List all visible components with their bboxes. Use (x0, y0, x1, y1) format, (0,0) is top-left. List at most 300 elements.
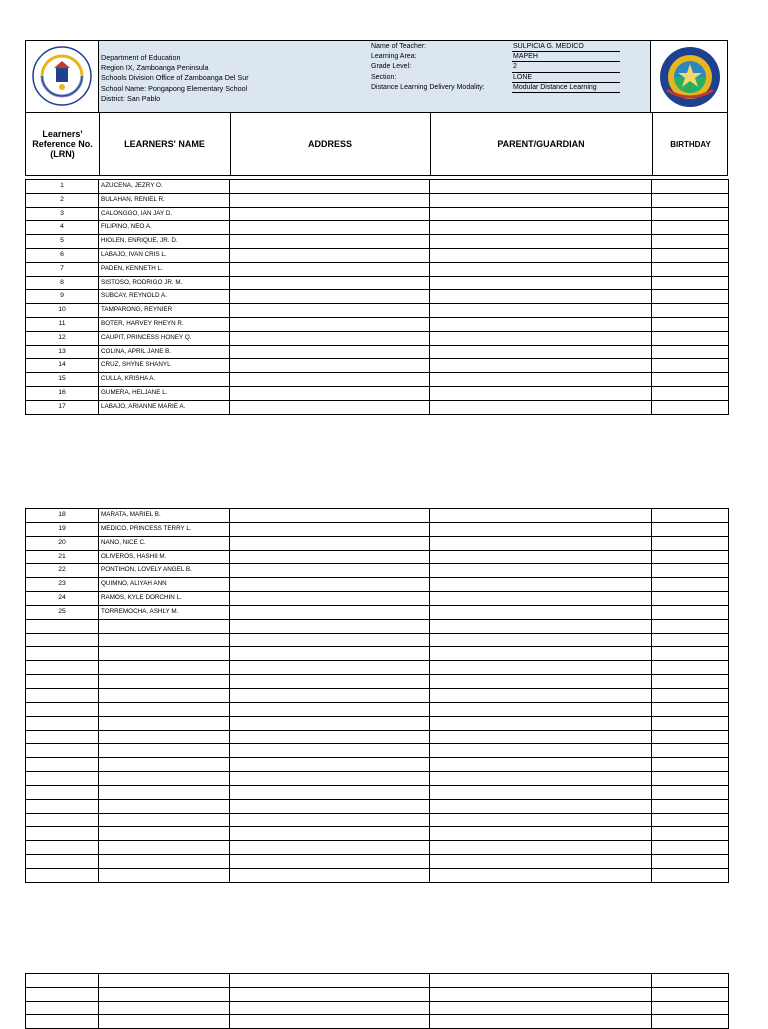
address-cell (230, 827, 430, 841)
birthday-cell (652, 799, 729, 813)
birthday-cell (652, 633, 729, 647)
learner-name-cell (99, 702, 230, 716)
birthday-cell (652, 373, 729, 387)
info-label: Grade Level: (371, 63, 412, 71)
table-row (26, 827, 729, 841)
address-cell (230, 813, 430, 827)
parent-guardian-cell (430, 730, 652, 744)
birthday-cell (652, 304, 729, 318)
address-cell (230, 675, 430, 689)
parent-guardian-cell (430, 373, 652, 387)
address-cell (230, 207, 430, 221)
birthday-cell (652, 522, 729, 536)
table-row (26, 207, 729, 221)
learner-name-cell: CRUZ, SHYNE SHANYL (99, 359, 230, 373)
address-cell (230, 987, 430, 1001)
table-row (26, 974, 729, 988)
learner-name-cell: MARATA, MARIEL B. (99, 509, 230, 523)
parent-guardian-cell (430, 400, 652, 414)
learner-name-cell: CAUPIT, PRINCESS HONEY Q. (99, 331, 230, 345)
learner-name-cell (99, 813, 230, 827)
address-cell (230, 509, 430, 523)
table-row (26, 578, 729, 592)
column-header-parent: PARENT/GUARDIAN (430, 113, 653, 175)
birthday-cell (652, 331, 729, 345)
table-row (26, 180, 729, 194)
table-row (26, 522, 729, 536)
lrn-cell (26, 758, 99, 772)
learner-name-cell: SISTOSO, RODRIGO JR. M. (99, 276, 230, 290)
lrn-cell (26, 868, 99, 882)
learner-name-cell (99, 855, 230, 869)
table-row (26, 248, 729, 262)
learner-name-cell: BULAHAN, RENIEL R. (99, 193, 230, 207)
birthday-cell (652, 661, 729, 675)
learning-area-value: MAPEH (512, 52, 620, 62)
birthday-cell (652, 207, 729, 221)
birthday-cell (652, 400, 729, 414)
birthday-cell (652, 359, 729, 373)
parent-guardian-cell (430, 744, 652, 758)
table-row (26, 744, 729, 758)
birthday-cell (652, 841, 729, 855)
birthday-cell (652, 855, 729, 869)
birthday-cell (652, 592, 729, 606)
birthday-cell (652, 605, 729, 619)
learners-table-page3 (25, 973, 729, 1029)
address-cell (230, 386, 430, 400)
lrn-cell: 4 (26, 221, 99, 235)
table-row (26, 785, 729, 799)
learner-name-cell: HIOLEN, ENRIQUE, JR. D. (99, 235, 230, 249)
deped-seal-logo (32, 46, 92, 106)
parent-guardian-cell (430, 987, 652, 1001)
school-line: District: San Pablo (101, 93, 161, 103)
parent-guardian-cell (430, 564, 652, 578)
parent-guardian-cell (430, 813, 652, 827)
learner-name-cell (99, 730, 230, 744)
table-row (26, 1001, 729, 1015)
learner-name-cell (99, 1015, 230, 1029)
birthday-cell (652, 262, 729, 276)
learners-table-body (26, 180, 729, 415)
learner-name-cell: PADEN, KENNETH L. (99, 262, 230, 276)
table-row (26, 509, 729, 523)
table-row (26, 799, 729, 813)
school-line: Schools Division Office of Zamboanga Del Sur (101, 73, 249, 83)
address-cell (230, 688, 430, 702)
school-line: School Name: Pongapong Elementary School (101, 83, 248, 93)
table-row (26, 633, 729, 647)
address-cell (230, 193, 430, 207)
learners-table-page1 (25, 179, 729, 415)
birthday-cell (652, 675, 729, 689)
lrn-cell (26, 841, 99, 855)
table-row (26, 688, 729, 702)
deped-division-logo (659, 46, 721, 108)
birthday-cell (652, 974, 729, 988)
parent-guardian-cell (430, 276, 652, 290)
lrn-cell (26, 730, 99, 744)
birthday-cell (652, 688, 729, 702)
lrn-cell: 1 (26, 180, 99, 194)
table-row (26, 373, 729, 387)
lrn-cell: 14 (26, 359, 99, 373)
learner-name-cell (99, 987, 230, 1001)
birthday-cell (652, 744, 729, 758)
teacher-info-values (512, 42, 620, 93)
parent-guardian-cell (430, 974, 652, 988)
lrn-cell (26, 1001, 99, 1015)
table-row (26, 276, 729, 290)
lrn-cell (26, 716, 99, 730)
section-value: LONE (512, 73, 620, 83)
column-header-row (25, 113, 728, 176)
parent-guardian-cell (430, 359, 652, 373)
table-row (26, 193, 729, 207)
address-cell (230, 221, 430, 235)
parent-guardian-cell (430, 785, 652, 799)
parent-guardian-cell (430, 855, 652, 869)
parent-guardian-cell (430, 386, 652, 400)
table-row (26, 536, 729, 550)
birthday-cell (652, 1015, 729, 1029)
parent-guardian-cell (430, 536, 652, 550)
birthday-cell (652, 235, 729, 249)
lrn-cell (26, 647, 99, 661)
address-cell (230, 974, 430, 988)
learner-name-cell (99, 675, 230, 689)
table-row (26, 304, 729, 318)
learner-name-cell (99, 661, 230, 675)
birthday-cell (652, 647, 729, 661)
lrn-cell (26, 675, 99, 689)
learner-name-cell (99, 772, 230, 786)
learner-name-cell (99, 744, 230, 758)
birthday-cell (652, 716, 729, 730)
lrn-cell: 25 (26, 605, 99, 619)
birthday-cell (652, 248, 729, 262)
learners-table-page2 (25, 508, 729, 883)
learner-name-cell: GUMERA, HELJANE L. (99, 386, 230, 400)
address-cell (230, 276, 430, 290)
table-row (26, 592, 729, 606)
lrn-cell (26, 987, 99, 1001)
learner-name-cell (99, 799, 230, 813)
address-cell (230, 290, 430, 304)
lrn-cell (26, 744, 99, 758)
table-row (26, 400, 729, 414)
learner-name-cell: TORREMOCHA, ASHLY M. (99, 605, 230, 619)
birthday-cell (652, 702, 729, 716)
address-cell (230, 841, 430, 855)
address-cell (230, 619, 430, 633)
table-row (26, 868, 729, 882)
birthday-cell (652, 868, 729, 882)
table-row (26, 550, 729, 564)
birthday-cell (652, 509, 729, 523)
address-cell (230, 317, 430, 331)
birthday-cell (652, 578, 729, 592)
lrn-cell (26, 855, 99, 869)
teacher-name-value: SULPICIA G. MEDICO (512, 42, 620, 52)
address-cell (230, 772, 430, 786)
birthday-cell (652, 550, 729, 564)
learner-name-cell (99, 868, 230, 882)
birthday-cell (652, 536, 729, 550)
table-row (26, 730, 729, 744)
learner-name-cell: QUIMNO, ALIYAH ANN (99, 578, 230, 592)
learner-name-cell (99, 688, 230, 702)
table-row (26, 619, 729, 633)
column-header-lrn: Learners' Reference No. (LRN) (26, 113, 100, 175)
address-cell (230, 855, 430, 869)
parent-guardian-cell (430, 550, 652, 564)
learner-name-cell: SUBCAY, REYNOLD A. (99, 290, 230, 304)
table-row (26, 813, 729, 827)
lrn-cell: 24 (26, 592, 99, 606)
table-row (26, 386, 729, 400)
lrn-cell: 16 (26, 386, 99, 400)
address-cell (230, 345, 430, 359)
learner-name-cell: OLIVEROS, HASHII M. (99, 550, 230, 564)
parent-guardian-cell (430, 647, 652, 661)
table-row (26, 987, 729, 1001)
parent-guardian-cell (430, 827, 652, 841)
table-row (26, 317, 729, 331)
address-cell (230, 248, 430, 262)
birthday-cell (652, 276, 729, 290)
address-cell (230, 564, 430, 578)
birthday-cell (652, 827, 729, 841)
learner-name-cell: FILIPINO, NEO A. (99, 221, 230, 235)
table-row (26, 605, 729, 619)
lrn-cell (26, 688, 99, 702)
lrn-cell: 10 (26, 304, 99, 318)
lrn-cell: 12 (26, 331, 99, 345)
lrn-cell: 22 (26, 564, 99, 578)
birthday-cell (652, 758, 729, 772)
lrn-cell (26, 772, 99, 786)
learner-name-cell (99, 619, 230, 633)
parent-guardian-cell (430, 317, 652, 331)
birthday-cell (652, 221, 729, 235)
column-header-address: ADDRESS (230, 113, 431, 175)
birthday-cell (652, 1001, 729, 1015)
address-cell (230, 180, 430, 194)
lrn-cell: 9 (26, 290, 99, 304)
info-label: Distance Learning Delivery Modality: (371, 83, 485, 91)
address-cell (230, 1015, 430, 1029)
lrn-cell (26, 799, 99, 813)
parent-guardian-cell (430, 290, 652, 304)
address-cell (230, 536, 430, 550)
birthday-cell (652, 987, 729, 1001)
birthday-cell (652, 730, 729, 744)
address-cell (230, 633, 430, 647)
learner-name-cell (99, 974, 230, 988)
table-row (26, 1015, 729, 1029)
parent-guardian-cell (430, 661, 652, 675)
address-cell (230, 331, 430, 345)
address-cell (230, 730, 430, 744)
address-cell (230, 785, 430, 799)
learner-name-cell: CALONGGO, IAN JAY D. (99, 207, 230, 221)
learner-name-cell (99, 647, 230, 661)
parent-guardian-cell (430, 221, 652, 235)
address-cell (230, 647, 430, 661)
birthday-cell (652, 290, 729, 304)
address-cell (230, 1001, 430, 1015)
learners-table-body (26, 509, 729, 883)
lrn-cell: 23 (26, 578, 99, 592)
parent-guardian-cell (430, 758, 652, 772)
birthday-cell (652, 317, 729, 331)
parent-guardian-cell (430, 841, 652, 855)
info-label: Name of Teacher: (371, 43, 427, 50)
parent-guardian-cell (430, 799, 652, 813)
parent-guardian-cell (430, 262, 652, 276)
parent-guardian-cell (430, 331, 652, 345)
parent-guardian-cell (430, 716, 652, 730)
lrn-cell: 13 (26, 345, 99, 359)
school-line: Department of Education (101, 53, 181, 62)
learner-name-cell: RAMOS, KYLE DORCHIN L. (99, 592, 230, 606)
lrn-cell (26, 813, 99, 827)
address-cell (230, 304, 430, 318)
table-row (26, 564, 729, 578)
column-header-name: LEARNERS' NAME (99, 113, 231, 175)
info-label: Section: (371, 73, 397, 81)
address-cell (230, 359, 430, 373)
lrn-cell: 20 (26, 536, 99, 550)
parent-guardian-cell (430, 522, 652, 536)
parent-guardian-cell (430, 633, 652, 647)
lrn-cell: 6 (26, 248, 99, 262)
table-row (26, 661, 729, 675)
learner-name-cell: AZUCENA, JEZRY O. (99, 180, 230, 194)
lrn-cell (26, 619, 99, 633)
address-cell (230, 702, 430, 716)
learner-name-cell: CULLA, KRISHA A. (99, 373, 230, 387)
lrn-cell: 11 (26, 317, 99, 331)
table-row (26, 647, 729, 661)
birthday-cell (652, 813, 729, 827)
lrn-cell: 15 (26, 373, 99, 387)
parent-guardian-cell (430, 509, 652, 523)
parent-guardian-cell (430, 592, 652, 606)
table-row (26, 290, 729, 304)
parent-guardian-cell (430, 619, 652, 633)
lrn-cell: 7 (26, 262, 99, 276)
learner-name-cell: PONTIHON, LOVELY ANGEL B. (99, 564, 230, 578)
address-cell (230, 578, 430, 592)
learner-name-cell (99, 758, 230, 772)
table-row (26, 345, 729, 359)
address-cell (230, 744, 430, 758)
info-label: Learning Area: (371, 53, 417, 61)
parent-guardian-cell (430, 688, 652, 702)
birthday-cell (652, 180, 729, 194)
parent-guardian-cell (430, 248, 652, 262)
address-cell (230, 799, 430, 813)
learner-name-cell (99, 716, 230, 730)
address-cell (230, 605, 430, 619)
grade-level-value: 2 (512, 62, 620, 72)
lrn-cell (26, 974, 99, 988)
address-cell (230, 235, 430, 249)
parent-guardian-cell (430, 345, 652, 359)
learner-name-cell (99, 785, 230, 799)
learner-name-cell: BOTER, HARVEY RHEYN R. (99, 317, 230, 331)
birthday-cell (652, 785, 729, 799)
lrn-cell: 2 (26, 193, 99, 207)
lrn-cell (26, 827, 99, 841)
parent-guardian-cell (430, 605, 652, 619)
learner-name-cell: NANO, NICE C. (99, 536, 230, 550)
birthday-cell (652, 564, 729, 578)
lrn-cell (26, 702, 99, 716)
learner-name-cell: LABAJO, ARIANNE MARIE A. (99, 400, 230, 414)
learner-name-cell (99, 1001, 230, 1015)
address-cell (230, 262, 430, 276)
teacher-info-labels (371, 42, 511, 93)
learner-name-cell (99, 827, 230, 841)
address-cell (230, 592, 430, 606)
parent-guardian-cell (430, 1001, 652, 1015)
address-cell (230, 868, 430, 882)
birthday-cell (652, 193, 729, 207)
birthday-cell (652, 386, 729, 400)
birthday-cell (652, 345, 729, 359)
table-row (26, 716, 729, 730)
lrn-cell: 17 (26, 400, 99, 414)
lrn-cell: 18 (26, 509, 99, 523)
lrn-cell (26, 633, 99, 647)
lrn-cell: 8 (26, 276, 99, 290)
learner-name-cell: COLINA, APRIL JANE B. (99, 345, 230, 359)
address-cell (230, 550, 430, 564)
table-row (26, 702, 729, 716)
table-row (26, 841, 729, 855)
parent-guardian-cell (430, 675, 652, 689)
table-row (26, 331, 729, 345)
address-cell (230, 758, 430, 772)
table-row (26, 855, 729, 869)
lrn-cell: 19 (26, 522, 99, 536)
table-row (26, 772, 729, 786)
parent-guardian-cell (430, 868, 652, 882)
parent-guardian-cell (430, 180, 652, 194)
parent-guardian-cell (430, 304, 652, 318)
table-row (26, 675, 729, 689)
parent-guardian-cell (430, 193, 652, 207)
parent-guardian-cell (430, 578, 652, 592)
address-cell (230, 522, 430, 536)
parent-guardian-cell (430, 207, 652, 221)
column-header-birthday: BIRTHDAY (670, 139, 711, 149)
birthday-cell (652, 619, 729, 633)
learner-name-cell (99, 841, 230, 855)
address-cell (230, 400, 430, 414)
learners-table-body (26, 974, 729, 1029)
learner-name-cell: LABAJO, IVAN CRIS L. (99, 248, 230, 262)
lrn-cell: 5 (26, 235, 99, 249)
lrn-cell: 3 (26, 207, 99, 221)
modality-value: Modular Distance Learning (512, 83, 620, 93)
table-row (26, 359, 729, 373)
school-info (101, 53, 361, 104)
